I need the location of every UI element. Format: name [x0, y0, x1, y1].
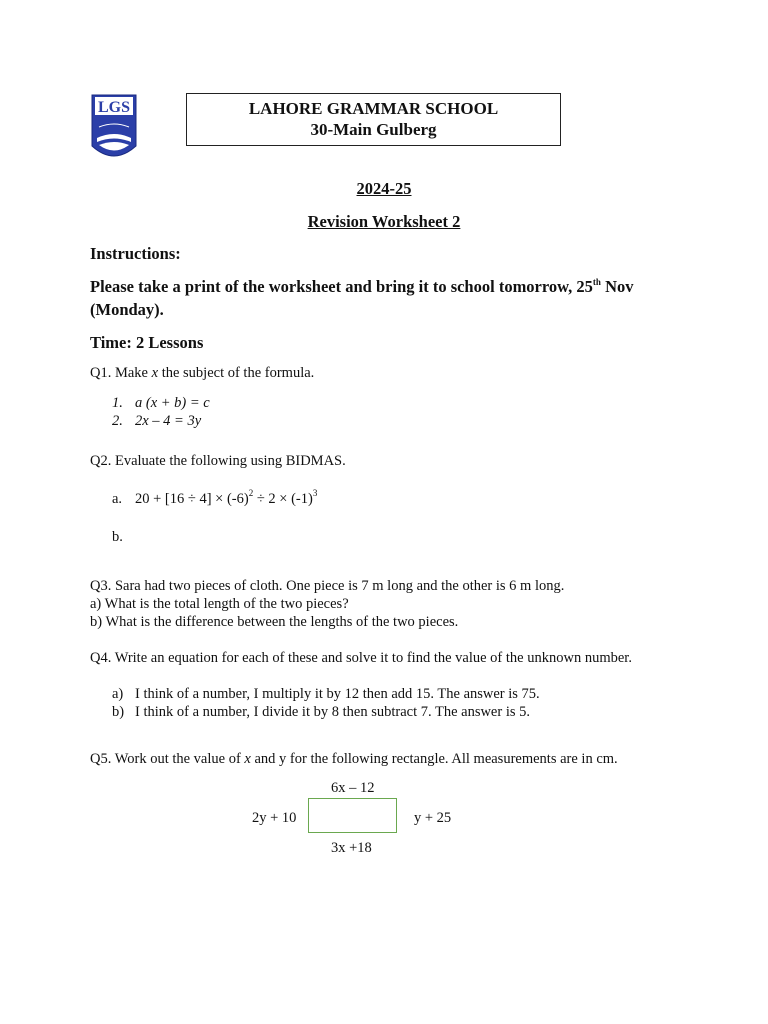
school-logo: [91, 94, 137, 170]
rect-bottom-label: 3x +18: [331, 840, 372, 856]
rect-left-label: 2y + 10: [252, 810, 297, 826]
q2-part-b: b.: [112, 529, 123, 545]
time-allotted: Time: 2 Lessons: [90, 333, 204, 352]
school-header-box: [186, 93, 561, 146]
q1-prompt: Q1. Make x the subject of the formula.: [90, 365, 315, 381]
q3-prompt: Q3. Sara had two pieces of cloth. One piece is 7 m long and the other is 6 m long.: [90, 578, 565, 594]
logo-text: LGS: [97, 99, 131, 116]
q4-item-a: a) I think of a number, I multiply it by 12 then add 15. The answer is 75.: [112, 686, 540, 702]
instructions-heading: Instructions:: [90, 244, 181, 263]
school-address: 30-Main Gulberg: [310, 120, 437, 139]
q5-prompt: Q5. Work out the value of x and y for the following rectangle. All measurements are in cm.: [90, 751, 618, 767]
academic-year: 2024-25: [356, 179, 412, 198]
instructions-line-1: Please take a print of the worksheet and bring it to school tomorrow, 25th Nov: [90, 276, 634, 296]
q3-part-a: a) What is the total length of the two pieces?: [90, 596, 349, 612]
q1-item-2: 2. 2x – 4 = 3y: [112, 413, 202, 429]
q4-item-b: b) I think of a number, I divide it by 8 then subtract 7. The answer is 5.: [112, 704, 530, 720]
school-name: LAHORE GRAMMAR SCHOOL: [248, 99, 499, 118]
q2-prompt: Q2. Evaluate the following using BIDMAS.: [90, 453, 346, 469]
rect-right-label: y + 25: [414, 810, 452, 826]
worksheet-title: Revision Worksheet 2: [307, 212, 461, 231]
q4-prompt: Q4. Write an equation for each of these and solve it to find the value of the unknown number.: [90, 650, 632, 666]
q1-item-1: 1. a (x + b) = c: [112, 395, 210, 411]
rect-top-label: 6x – 12: [331, 780, 375, 796]
rectangle-figure: [308, 798, 397, 833]
instructions-line-2: (Monday).: [90, 300, 164, 319]
q3-part-b: b) What is the difference between the lengths of the two pieces.: [90, 614, 459, 630]
q2-part-a: a. $20 + [16 \div 4] \times (-6)^2 \div 2 \times (-1)^3$: [112, 488, 318, 507]
